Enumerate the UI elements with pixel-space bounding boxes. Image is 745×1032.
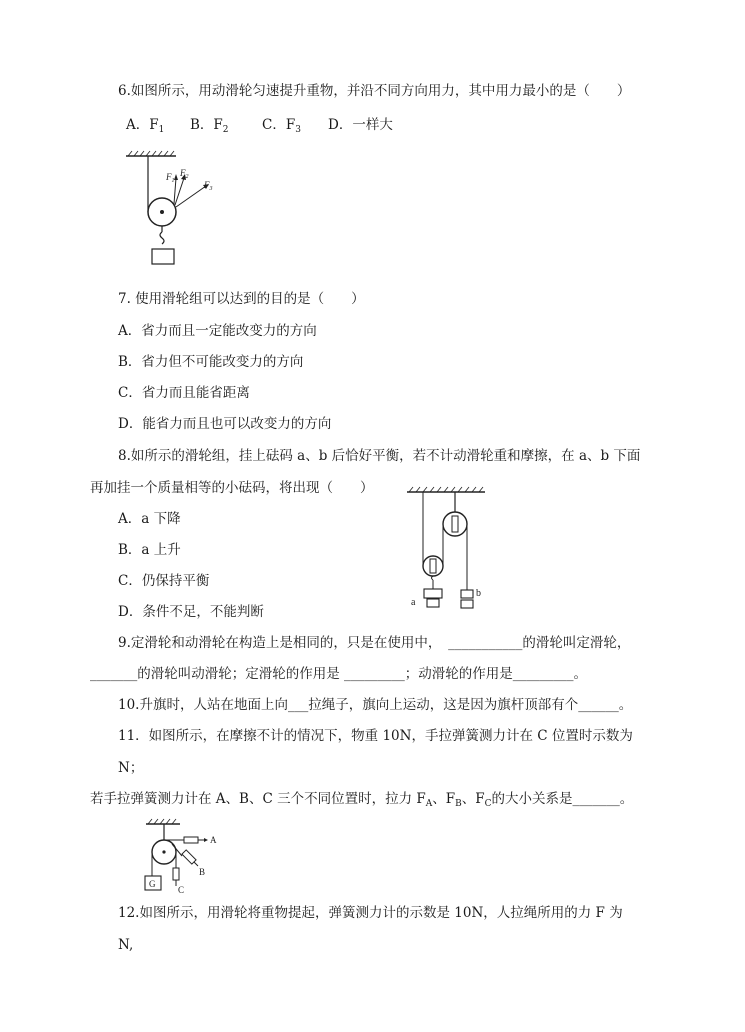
q10-line1: 10.升旗时，人站在地面上向___拉绳子，旗向上运动，这是因为旗杆顶部有个______。 — [118, 697, 633, 713]
q6-option-a: A．$F_1$ — [126, 117, 165, 135]
q11-line1: 11．如图所示，在摩擦不计的情况下，物重 10N，手拉弹簧测力计在 C 位置时示数为 — [118, 728, 633, 744]
q7-option-d: D．能省力而且也可以改变力的方向 — [118, 416, 332, 432]
q8-option-b: B．a 上升 — [118, 542, 181, 558]
q7-option-a: A．省力而且一定能改变力的方向 — [118, 323, 317, 339]
q9-line2: _______的滑轮叫动滑轮；定滑轮的作用是 _________；动滑轮的作用是_________。 — [90, 666, 588, 682]
svg-text:F2: $F_2$ — [180, 168, 189, 180]
q6-option-d: D．一样大 — [328, 117, 393, 133]
svg-text:F1: $F_1$ — [166, 172, 175, 184]
q11-line3: 若手拉弹簧测力计在 A、B、C 三个不同位置时，拉力 $F_A$、$F_B$、$F_C$的大小关系是_______。 — [90, 791, 634, 809]
q7-option-b: B．省力但不可能改变力的方向 — [118, 354, 304, 370]
q9-line1: 9.定滑轮和动滑轮在构造上是相同的，只是在使用中， ___________的滑轮叫定滑轮， — [118, 635, 631, 651]
q11-line2: N； — [118, 760, 144, 776]
q6-option-c: C．$F_3$ — [262, 117, 301, 135]
q8-option-c: C．仍保持平衡 — [118, 573, 210, 589]
q7-stem: 7. 使用滑轮组可以达到的目的是（ ） — [118, 291, 365, 307]
q12-line2: N, — [118, 937, 134, 953]
q8-stem-line2: 再加挂一个质量相等的小砝码，将出现（ ） — [90, 480, 374, 496]
q11-fixed-pulley-figure — [140, 818, 225, 896]
q8-option-a: A．a 下降 — [118, 511, 181, 527]
q6-label-f1: F — [166, 172, 172, 182]
q6-stem: 6.如图所示，用动滑轮匀速提升重物，并沿不同方向用力，其中用力最小的是（ ） — [118, 83, 631, 99]
q7-option-c: C．省力而且能省距离 — [118, 385, 250, 401]
q6-movable-pulley-figure — [118, 150, 228, 268]
svg-text:F3: $F_3$ — [204, 180, 213, 192]
q6-label-f3: F — [204, 180, 210, 190]
q8-label-a: a — [411, 597, 416, 608]
q8-option-d: D．条件不足，不能判断 — [118, 604, 264, 620]
q12-line1: 12.如图所示，用滑轮将重物提起，弹簧测力计的示数是 10N，人拉绳所用的力 F 为 — [118, 905, 623, 921]
q8-label-b: b — [476, 588, 481, 599]
q11-label-a: A — [210, 835, 217, 845]
q11-label-c: C — [178, 885, 185, 895]
q6-option-b: B．$F_2$ — [190, 117, 229, 135]
q8-pulley-system-figure — [405, 486, 490, 614]
q11-label-b: B — [199, 867, 206, 877]
q6-label-f2: F — [180, 168, 186, 178]
q8-stem-line1: 8.如所示的滑轮组，挂上砝码 a、b 后恰好平衡，若不计动滑轮重和摩擦，在 a、b 下面 — [118, 448, 641, 464]
q11-label-g: G — [149, 879, 156, 889]
